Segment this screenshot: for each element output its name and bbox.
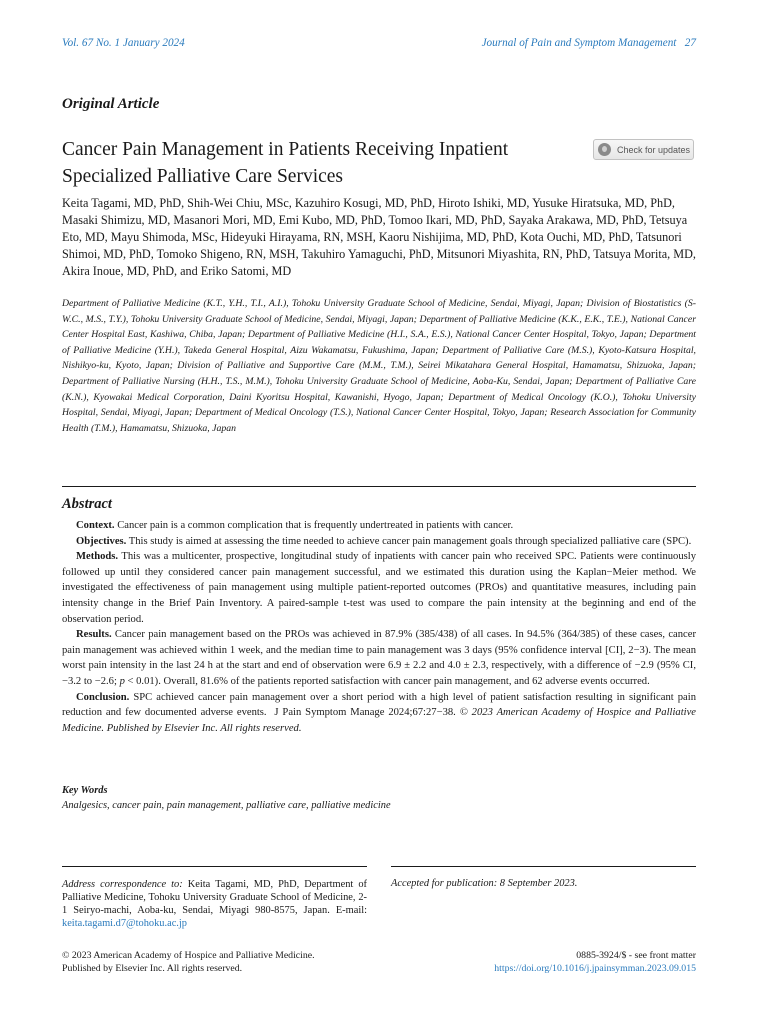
accepted-date: Accepted for publication: 8 September 2023. — [391, 878, 578, 889]
issn: 0885-3924/$ - see front matter — [576, 950, 696, 961]
article-page — [62, 0, 699, 1024]
article-type: Original Article — [62, 96, 160, 112]
methods-label: Methods. — [76, 551, 119, 563]
footnote-rule-left — [62, 866, 367, 867]
context-text: Cancer pain is a common complication that is frequently undertreated in patients with cancer. — [114, 520, 514, 531]
abstract-conclusion — [62, 690, 699, 737]
running-head — [62, 37, 696, 53]
abstract-objectives — [62, 534, 696, 550]
copyright-notice — [62, 949, 382, 975]
abstract-top-rule — [62, 486, 696, 487]
check-for-updates-label: Check for updates — [617, 144, 691, 155]
author-list: Keita Tagami, MD, PhD, Shih-Wei Chiu, MSc, Kazuhiro Kosugi, MD, PhD, Hiroto Ishiki, MD, Yusuke Hiratsuka, MD, PhD, Masaki Shimizu, MD, Masanori Mori, MD, Emi Kubo, MD, PhD, Tomoo Ikari, MD, PhD, Sayaka Arakawa, MD, PhD, Tetsuya Eto, MD, Mayu Shimoda, MSc, Hideyuki Hirayama, RN, MSH, Kaoru Nishijima, MD, PhD, Kota Ouchi, MD, PhD, Tatsunori Shimoi, MD, PhD, Tomoko Shigeno, RN, MSH, Takuhiro Yamaguchi, PhD, Mitsunori Miyashita, RN, PhD, Tatsuya Morita, MD, Akira Inoue, MD, PhD, and Eriko Satomi, MD — [62, 196, 696, 278]
article-title: Cancer Pain Management in Patients Receiving Inpatient Specialized Palliative Care Services — [62, 139, 509, 187]
conclusion-text: SPC achieved cancer pain management over a short period with a high level of patient satisfaction resulting in significant pain reduction and few documented adverse events. J Pain Symptom Manage 2024;67:27−38. — [62, 691, 699, 719]
correspondence-email-link[interactable]: keita.tagami.d7@tohoku.ac.jp — [62, 918, 187, 929]
context-label: Context. — [76, 520, 115, 531]
correspondence-address — [62, 878, 367, 930]
objectives-text: This study is aimed at assessing the time needed to achieve cancer pain management goals through specialized palliative care (SPC). — [126, 535, 692, 547]
abstract-body — [62, 518, 699, 736]
footnote-rule-right — [391, 866, 696, 867]
copyright-line-1: © 2023 American Academy of Hospice and Palliative Medicine. — [62, 950, 315, 961]
abstract-heading: Abstract — [62, 496, 112, 512]
abstract-context — [62, 518, 696, 534]
correspondence-text: Keita Tagami, MD, PhD, Department of Palliative Medicine, Tohoku University Graduate School of Medicine, 2-1 Seiryo-machi, Aoba-ku, Sendai, Miyagi 980-8575, Japan. E-mail: — [62, 879, 367, 916]
results-label: Results. — [76, 629, 112, 641]
objectives-label: Objectives. — [76, 535, 127, 547]
affiliations: Department of Palliative Medicine (K.T., Y.H., T.I., A.I.), Tohoku University Graduate School of Medicine, Sendai, Miyagi, Japan; Division of Biostatistics (S-W.C., M.S., T.Y.), Tohoku University Graduate School of Medicine, Sendai, Miyagi, Japan; Department of Palliative Medicine (K.K., E.K., T.E.), National Cancer Center Hospital East, Kashiwa, Chiba, Japan; Department of Palliative Medicine (H.I., S.A., E.S.), National Cancer Center Hospital, Tokyo, Japan; Department of Palliative Medicine (Y.H.), Takeda General Hospital, Aizu Wakamatsu, Fukushima, Japan; Department of Palliative Care (M.S.), Kyoto-Katsura Hospital, Nishikyo-ku, Kyoto, Japan; Division of Palliative and Supportive Care (M.M., T.M.), Seirei Mikatahara General Hospital, Hamamatsu, Shizuoka, Japan; Department of Palliative Nursing (H.H., T.S., M.M.), Tohoku University Graduate School of Medicine, Aoba-Ku, Sendai, Japan; Department of Palliative Care (K.N.), Kyowakai Medical Corporation, Daini Kyoritsu Hospital, Kawanishi, Hyogo, Japan; Department of Medical Oncology (K.O.), Tohoku University Hospital, Sendai, Miyagi, Japan; Department of Medical Oncology (T.S.), National Cancer Center Hospital, Tokyo, Japan; Research Association for Community Health (T.M.), Hamamatsu, Shizuoka, Japan — [62, 298, 696, 434]
correspondence-lead: Address correspondence to: — [62, 879, 183, 890]
check-for-updates-button[interactable] — [593, 139, 694, 160]
abstract-methods — [62, 549, 696, 627]
results-text-2: < 0.01). Overall, 81.6% of the patients reported satisfaction with cancer pain management, and 62 adverse events occurred. — [124, 675, 650, 687]
conclusion-copyright: © 2023 American Academy of Hospice and Palliative Medicine. Published by Elsevier Inc. All rights reserved. — [62, 707, 696, 734]
journal-title-page-number: Journal of Pain and Symptom Management 27 — [481, 37, 696, 49]
key-words-heading: Key Words — [62, 785, 108, 796]
abstract-results — [62, 627, 696, 689]
results-p-symbol: p — [119, 675, 125, 687]
doi-link[interactable]: https://doi.org/10.1016/j.jpainsymman.2023.09.015 — [494, 963, 696, 974]
results-text-1: Cancer pain management based on the PROs was achieved in 87.9% (385/438) of all cases. In 94.5% (364/385) of these cases, cancer pain management was achieved within 1 week, and the median time to pain management was 3 days (95% confidence interval [CI], 2−3). The mean worst pain intensity in the last 24 h at the start and end of observation were 6.9 ± 2.2 and 4.0 ± 2.3, respectively, with a difference of −2.9 (95% CI, −3.2 to −2.6; — [62, 629, 696, 687]
journal-issue: Vol. 67 No. 1 January 2024 — [62, 37, 185, 49]
issn-doi — [396, 949, 696, 975]
copyright-line-2: Published by Elsevier Inc. All rights reserved. — [62, 963, 243, 974]
conclusion-label: Conclusion. — [76, 691, 130, 703]
key-words-list: Analgesics, cancer pain, pain management, palliative care, palliative medicine — [62, 800, 391, 811]
methods-text: This was a multicenter, prospective, longitudinal study of inpatients with cancer pain who received SPC. Patients were continuously followed up until they considered cancer pain management successful, and we estimated this duration using the Kaplan−Meier method. We investigated the effectiveness of pain management using multiple patient-reported outcomes (PROs) and quantitative measures, including pain intensity change in the Brief Pain Inventory. A paired-sample t-test was used to compare the pain intensity at the beginning and end of the observation period. — [62, 551, 696, 625]
crossmark-icon — [598, 143, 611, 156]
